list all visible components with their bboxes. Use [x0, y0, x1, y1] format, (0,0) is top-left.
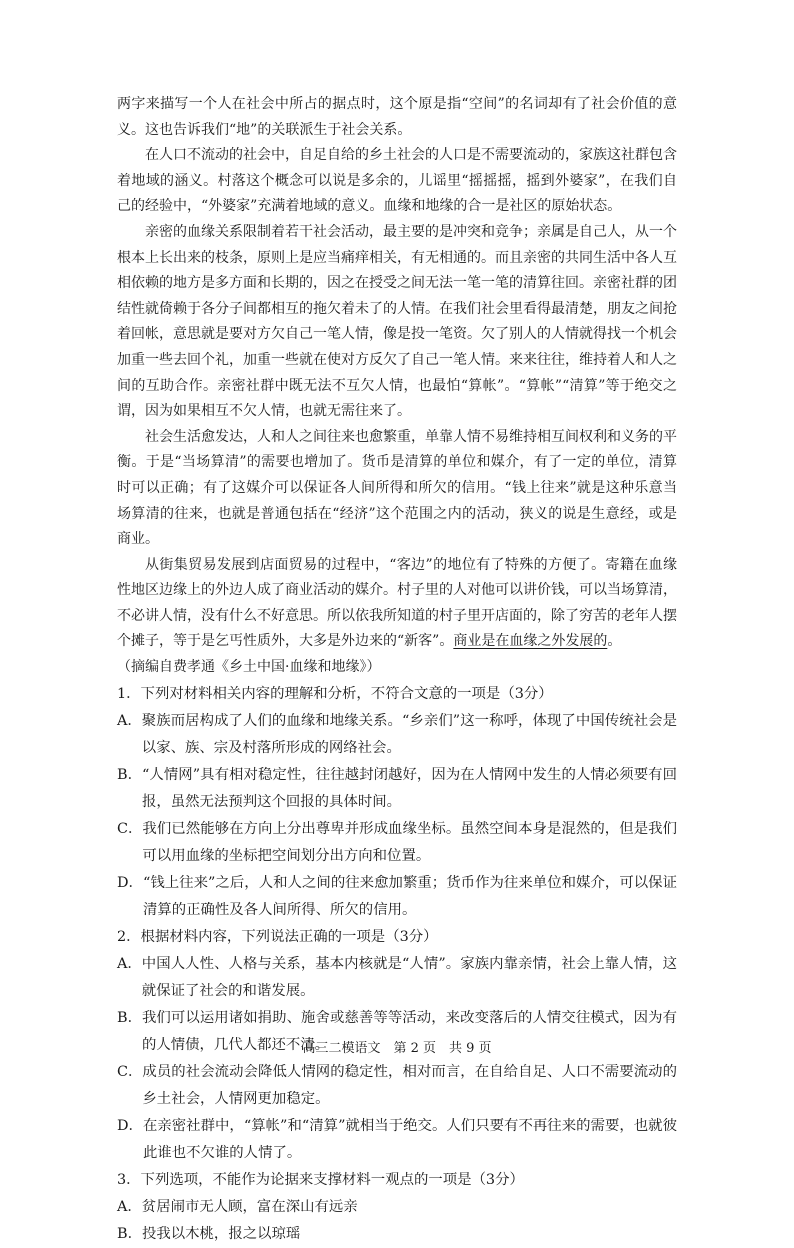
- question-number: 1．: [117, 685, 141, 702]
- passage-paragraph-5-text: 从街集贸易发展到店面贸易的过程中，“客边”的地位有了特殊的方便了。寄籍在血缘性地区边缘上的外边人成了商业活动的媒介。村子里的人对他可以讲价钱，可以当场算清，不必讲人情，没有什么不好意思。所以依我所知道的村子里开店面的，除了穷苦的老年人摆个摊子，等于是乞丐性质外，大多是外边来的“新客”。: [117, 556, 677, 650]
- exam-page: [117, 92, 677, 1248]
- option-c: [117, 816, 677, 870]
- passage-paragraph-5-end: 。: [607, 633, 622, 650]
- option-text: 聚族而居构成了人们的血缘和地缘关系。“乡亲们”这一称呼，体现了中国传统社会是以家、族、宗及村落所形成的网络社会。: [141, 712, 677, 756]
- option-text: 我们已然能够在方向上分出尊卑并形成血缘坐标。虽然空间本身是混然的，但是我们可以用血缘的坐标把空间划分出方向和位置。: [142, 820, 677, 864]
- question-number: 2．: [117, 928, 141, 945]
- passage-paragraph-1: 两字来描写一个人在社会中所占的据点时，这个原是指“空间”的名词却有了社会价值的意义。这也告诉我们“地”的关联派生于社会关系。: [117, 96, 677, 138]
- question-1: [117, 681, 677, 924]
- option-d: [117, 1113, 677, 1167]
- option-letter: D．: [117, 1117, 143, 1134]
- reading-passage: [117, 92, 677, 681]
- option-text: 贫居闹市无人顾，富在深山有远亲: [141, 1198, 358, 1215]
- option-text: “钱上往来”之后，人和人之间的往来愈加繁重；货币作为往来单位和媒介，可以保证清算的正确性及各人间所得、所欠的信用。: [142, 874, 677, 918]
- question-text: 下列对材料相关内容的理解和分析，不符合文意的一项是（3分）: [140, 685, 553, 702]
- option-a: [117, 951, 677, 1005]
- passage-paragraph-5: [117, 553, 677, 655]
- option-b: [117, 1221, 677, 1248]
- option-a: [117, 1194, 677, 1221]
- option-letter: D．: [117, 874, 143, 891]
- option-text: “人情网”具有相对稳定性，往往越封闭越好，因为在人情网中发生的人情必须要有回报，虽然无法预判这个回报的具体时间。: [141, 766, 677, 810]
- option-letter: B．: [117, 1009, 142, 1026]
- option-letter: C．: [117, 820, 143, 837]
- question-text: 下列选项，不能作为论据来支撑材料一观点的一项是（3分）: [140, 1171, 524, 1188]
- passage-source: （摘编自费孝通《乡土中国·血缘和地缘》）: [117, 659, 381, 676]
- option-text: 投我以木桃，报之以琼瑶: [141, 1225, 301, 1242]
- question-list: [117, 681, 677, 1248]
- question-3: [117, 1167, 677, 1248]
- option-letter: A．: [117, 712, 142, 729]
- option-letter: B．: [117, 766, 142, 783]
- passage-paragraph-4: 社会生活愈发达，人和人之间往来也愈繁重，单靠人情不易维持相互间权利和义务的平衡。于是“当场算清”的需要也增加了。货币是清算的单位和媒介，有了一定的单位，清算时可以正确；有了这媒介可以保证各人间所得和所欠的信用。“钱上往来”就是这种乐意当场算清的往来，也就是普通包括在“经济”这个范围之内的活动，狭义的说是生意经，或是商业。: [117, 428, 677, 548]
- option-letter: A．: [117, 955, 142, 972]
- option-c: [117, 1059, 677, 1113]
- question-text: 根据材料内容，下列说法正确的一项是（3分）: [140, 928, 438, 945]
- question-stem: [117, 1167, 677, 1194]
- option-b: [117, 762, 677, 816]
- passage-paragraph-2: 在人口不流动的社会中，自足自给的乡土社会的人口是不需要流动的，家族这社群包含着地域的涵义。村落这个概念可以说是多余的，儿谣里“摇摇摇，摇到外婆家”，在我们自己的经验中，“外婆家”充满着地域的意义。血缘和地缘的合一是社区的原始状态。: [117, 147, 677, 215]
- option-text: 在亲密社群中，“算帐”和“清算”就相当于绝交。人们只要有不再往来的需要，也就彼此谁也不欠谁的人情了。: [142, 1117, 677, 1161]
- question-number: 3．: [117, 1171, 141, 1188]
- option-letter: A．: [117, 1198, 142, 1215]
- option-text: 我们可以运用诸如捐助、施舍或慈善等等活动，来改变落后的人情交往模式，因为有的人情债，几代人都还不清。: [141, 1009, 677, 1053]
- question-stem: [117, 681, 677, 708]
- page-footer: 高三二模语文 第 2 页 共 9 页: [302, 1041, 492, 1056]
- question-stem: [117, 924, 677, 951]
- passage-paragraph-3: 亲密的血缘关系限制着若干社会活动，最主要的是冲突和竞争；亲属是自己人，从一个根本上长出来的枝条，原则上是应当痛痒相关，有无相通的。而且亲密的共同生活中各人互相依赖的地方是多方面和长期的，因之在授受之间无法一笔一笔的清算往回。亲密社群的团结性就倚赖于各分子间都相互的拖欠着未了的人情。在我们社会里看得最清楚，朋友之间抢着回帐，意思就是要对方欠自己一笔人情，像是投一笔资。欠了别人的人情就得找一个机会加重一些去回个礼，加重一些就在使对方反欠了自己一笔人情。来来往往，维持着人和人之间的互助合作。亲密社群中既无法不互欠人情，也最怕“算帐”。“算帐”“清算”等于绝交之谓，因为如果相互不欠人情，也就无需往来了。: [117, 223, 677, 420]
- underlined-sentence: 商业是在血缘之外发展的: [453, 633, 608, 650]
- option-text: 中国人人性、人格与关系，基本内核就是“人情”。家族内靠亲情，社会上靠人情，这就保证了社会的和谐发展。: [141, 955, 677, 999]
- option-a: [117, 708, 677, 762]
- option-letter: B．: [117, 1225, 142, 1242]
- option-letter: C．: [117, 1063, 143, 1080]
- option-text: 成员的社会流动会降低人情网的稳定性，相对而言，在自给自足、人口不需要流动的乡土社会，人情网更加稳定。: [142, 1063, 677, 1107]
- option-d: [117, 870, 677, 924]
